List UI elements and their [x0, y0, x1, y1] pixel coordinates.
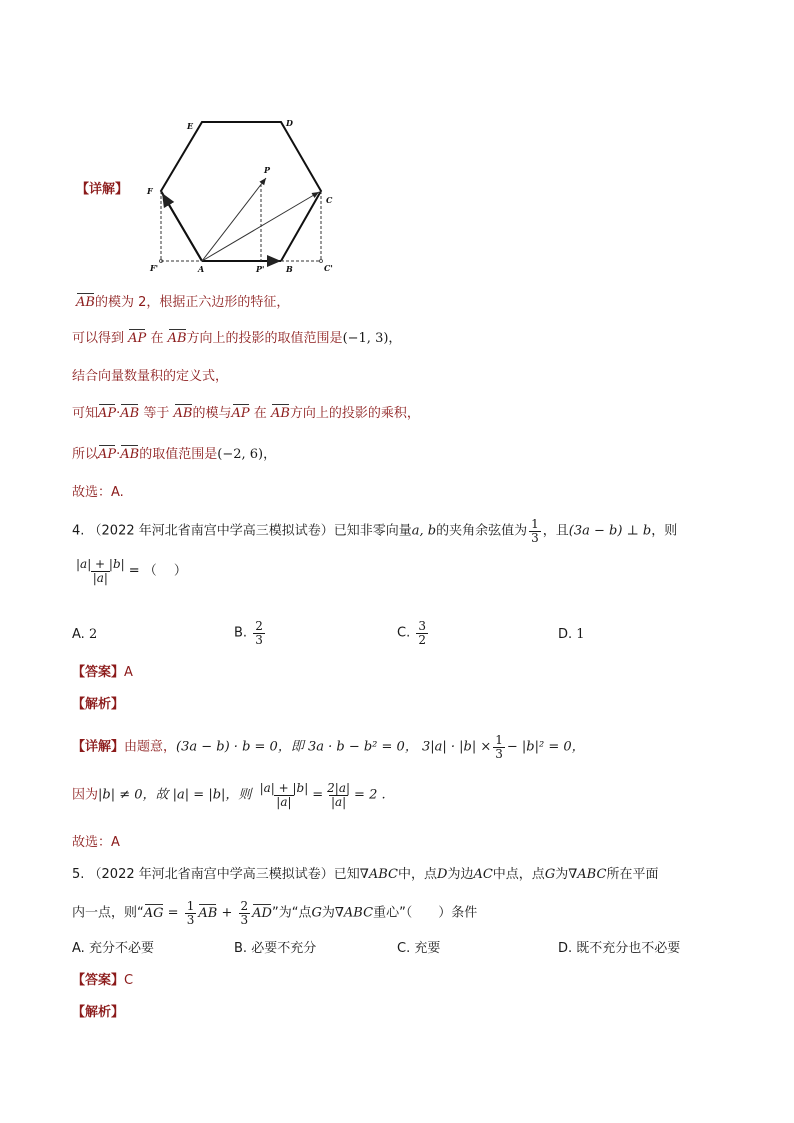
q5-stem-line1: 5. （2022 年河北省南宫中学高三模拟试卷）已知∇ABC中，点D为边AC中点，点G为∇ABC所在平面	[72, 867, 659, 882]
q4-stem: 4. （2022 年河北省南宫中学高三模拟试卷）已知非零向量a, b的夹角余弦值为 $\frac{1}{3}$ ，且(3a − b) ⊥ b，则	[72, 517, 678, 545]
q5-answer: 【答案】C	[72, 973, 134, 988]
q5-option-c[interactable]: C. 充要	[397, 941, 441, 956]
q5-analysis-label: 【解析】	[72, 1005, 125, 1020]
q3-line4: 可知AP·AB 等于 AB的模与AP 在 AB方向上的投影的乘积，	[72, 406, 420, 421]
label-C: C	[326, 195, 333, 205]
label-B: B	[286, 264, 293, 274]
q5-option-d[interactable]: D. 既不充分也不必要	[558, 941, 681, 956]
q4-choose: 故选：A	[72, 835, 120, 850]
q4-option-c[interactable]: C. $\frac{3}{2}$	[397, 619, 426, 647]
q4-option-d[interactable]: D. 1	[558, 627, 585, 642]
vector-AP	[202, 178, 266, 261]
q3-line2: 可以得到 AP 在 AB方向上的投影的取值范围是(−1, 3)，	[72, 331, 402, 346]
q4-option-a[interactable]: A. 2	[72, 627, 98, 642]
q4-expression: $\frac{|a| + |b|}{|a|}$ = （ ）	[76, 557, 187, 585]
q5-option-b[interactable]: B. 必要不充分	[234, 941, 317, 956]
q3-line1: AB的模为 2，根据正六边形的特征，	[76, 295, 290, 310]
q3-line3: 结合向量数量积的定义式，	[72, 369, 229, 384]
label-P: P	[264, 165, 271, 175]
hexagon-figure	[140, 110, 350, 280]
q3-line5: 所以AP·AB的取值范围是(−2, 6)，	[72, 447, 277, 462]
label-E: E	[187, 121, 194, 131]
detail-label: 【详解】	[76, 182, 129, 197]
q4-detail-line1: 【详解】由题意，(3a − b) · b = 0，即 3a · b − b² = 0， 3|a| · |b| × $\frac{1}{3}$ − |b|² = 0，	[72, 733, 585, 761]
q4-analysis-label: 【解析】	[72, 697, 125, 712]
label-D: D	[286, 118, 293, 128]
q3-choose: 故选：A.	[72, 485, 124, 500]
q5-stem-line2: 内一点，则“AG = $\frac{1}{3}$ AB + $\frac{2}{3}$ AD”为“点G为∇ABC重心”（ ）条件	[72, 899, 478, 927]
label-F: F	[147, 186, 153, 196]
q4-answer: 【答案】A	[72, 665, 133, 680]
label-P-prime: P'	[256, 264, 265, 274]
label-F-prime: F'	[150, 263, 159, 273]
hexagon-outline	[161, 122, 321, 261]
label-A: A	[198, 264, 205, 274]
q4-detail-line2: 因为|b| ≠ 0，故 |a| = |b|，则 $\frac{|a| + |b|}{|a|}$ = $\frac{2|a|}{|a|}$ = 2 .	[72, 781, 386, 809]
q5-option-a[interactable]: A. 充分不必要	[72, 941, 154, 956]
vector-AF	[162, 193, 202, 261]
q4-option-b[interactable]: B. $\frac{2}{3}$	[234, 619, 263, 647]
label-C-prime: C'	[324, 263, 333, 273]
